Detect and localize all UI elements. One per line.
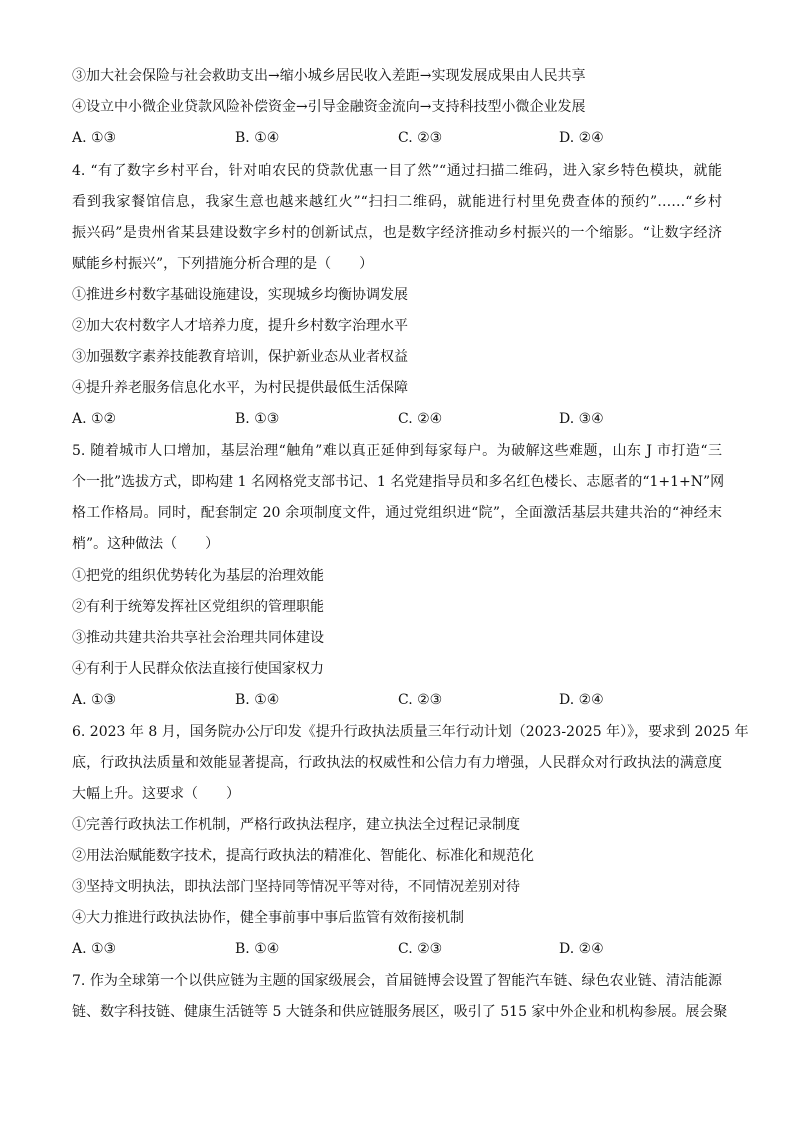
q6-option-c: C. ②③ bbox=[398, 941, 443, 957]
q3-option-d: D. ②④ bbox=[559, 130, 604, 146]
q4-stem-line-4: 赋能乡村振兴”，下列措施分析合理的是（ ） bbox=[72, 256, 374, 272]
q5-options bbox=[72, 690, 722, 710]
q6-option-d: D. ②④ bbox=[559, 941, 604, 957]
q4-options bbox=[72, 409, 722, 429]
q4-statement-1: ①推进乡村数字基础设施建设，实现城乡均衡协调发展 bbox=[72, 287, 408, 303]
q4-stem-line-3: 振兴码”是贵州省某县建设数字乡村的创新试点，也是数字经济推动乡村振兴的一个缩影。“让数字经济 bbox=[72, 225, 722, 241]
q5-option-a: A. ①③ bbox=[72, 692, 117, 708]
q4-option-b: B. ①③ bbox=[235, 411, 280, 427]
q3-option-a: A. ①③ bbox=[72, 130, 117, 146]
q6-stem-line-2: 底，行政执法质量和效能显著提高，行政执法的权威性和公信力有力增强，人民群众对行政执法的满意度 bbox=[72, 755, 722, 771]
q6-option-a: A. ①③ bbox=[72, 941, 117, 957]
q6-statement-4: ④大力推进行政执法协作，健全事前事中事后监管有效衔接机制 bbox=[72, 910, 464, 926]
q5-statement-1: ①把党的组织优势转化为基层的治理效能 bbox=[72, 568, 324, 584]
q5-stem-line-2: 个一批”选拔方式，即构建 1 名网格党支部书记、1 名党建指导员和多名红色楼长、志愿者的“1+1+N”网 bbox=[72, 474, 725, 490]
q5-stem-line-1: 5. 随着城市人口增加，基层治理“触角”难以真正延伸到每家每户。为破解这些难题，山东 J 市打造“三 bbox=[72, 443, 722, 459]
q5-statement-4: ④有利于人民群众依法直接行使国家权力 bbox=[72, 661, 324, 677]
q5-option-c: C. ②③ bbox=[398, 692, 443, 708]
q4-option-d: D. ③④ bbox=[559, 411, 604, 427]
q3-options bbox=[72, 128, 722, 148]
q5-stem-line-3: 格工作格局。同时，配套制定 20 余项制度文件，通过党组织进“院”，全面激活基层共建共治的“神经末 bbox=[72, 505, 722, 521]
q5-statement-2: ②有利于统筹发挥社区党组织的管理职能 bbox=[72, 599, 324, 615]
q6-statement-1: ①完善行政执法工作机制，严格行政执法程序，建立执法全过程记录制度 bbox=[72, 817, 520, 833]
q4-statement-3: ③加强数字素养技能教育培训，保护新业态从业者权益 bbox=[72, 349, 408, 365]
q7-stem-line-1: 7. 作为全球第一个以供应链为主题的国家级展会，首届链博会设置了智能汽车链、绿色农业链、清洁能源 bbox=[72, 973, 722, 989]
q3-statement-4: ④设立中小微企业贷款风险补偿资金→引导金融资金流向→支持科技型小微企业发展 bbox=[72, 99, 586, 115]
q5-option-d: D. ②④ bbox=[559, 692, 604, 708]
q6-stem-line-3: 大幅上升。这要求（ ） bbox=[72, 786, 240, 802]
q6-option-b: B. ①④ bbox=[235, 941, 280, 957]
q3-option-c: C. ②③ bbox=[398, 130, 443, 146]
q6-stem-line-1: 6. 2023 年 8 月，国务院办公厅印发《提升行政执法质量三年行动计划（2023-2025 年）》，要求到 2025 年 bbox=[72, 724, 749, 740]
q6-statement-2: ②用法治赋能数字技术，提高行政执法的精准化、智能化、标准化和规范化 bbox=[72, 848, 534, 864]
q5-option-b: B. ①④ bbox=[235, 692, 280, 708]
q4-stem-line-2: 看到我家餐馆信息，我家生意也越来越红火”“扫扫二维码，就能进行村里免费查体的预约”……“乡村 bbox=[72, 194, 722, 210]
q6-statement-3: ③坚持文明执法，即执法部门坚持同等情况平等对待，不同情况差别对待 bbox=[72, 879, 520, 895]
q4-stem-line-1: 4. “有了数字乡村平台，针对咱农民的贷款优惠一目了然”“通过扫描二维码，进入家乡特色模块，就能 bbox=[72, 163, 722, 179]
q4-statement-2: ②加大农村数字人才培养力度，提升乡村数字治理水平 bbox=[72, 318, 408, 334]
q4-option-a: A. ①② bbox=[72, 411, 117, 427]
q3-statement-3: ③加大社会保险与社会救助支出→缩小城乡居民收入差距→实现发展成果由人民共享 bbox=[72, 68, 586, 84]
q5-stem-line-4: 梢”。这种做法（ ） bbox=[72, 536, 220, 552]
q6-options bbox=[72, 939, 722, 959]
q4-statement-4: ④提升养老服务信息化水平，为村民提供最低生活保障 bbox=[72, 380, 408, 396]
q5-statement-3: ③推动共建共治共享社会治理共同体建设 bbox=[72, 630, 324, 646]
q4-option-c: C. ②④ bbox=[398, 411, 443, 427]
q7-stem-line-2: 链、数字科技链、健康生活链等 5 大链条和供应链服务展区，吸引了 515 家中外企业和机构参展。展会聚 bbox=[72, 1004, 728, 1020]
q3-option-b: B. ①④ bbox=[235, 130, 280, 146]
